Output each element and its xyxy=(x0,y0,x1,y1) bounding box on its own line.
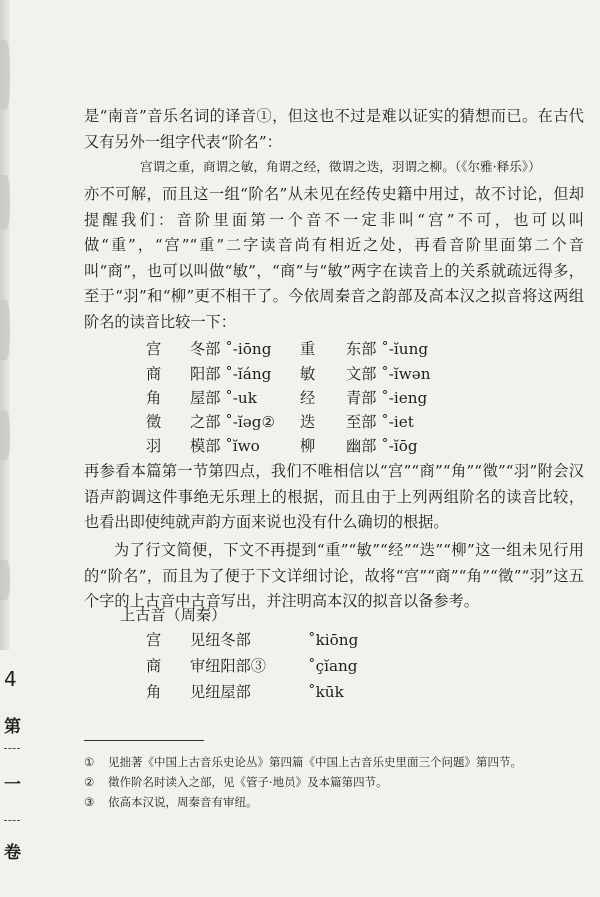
comparison-row xyxy=(0,434,600,458)
footnote-text: 见拙著《中国上古音乐史论丛》第四篇《中国上古音乐史里面三个问题》第四节。 xyxy=(108,755,522,769)
footnote xyxy=(84,752,600,772)
initial-rhyme: 见纽屋部 xyxy=(190,683,251,701)
scale-char: 角 xyxy=(146,683,162,701)
footnote-text: 徵作阶名时读入之部，见《管子·地员》及本篇第四节。 xyxy=(108,775,388,789)
scale-char: 商 xyxy=(146,657,162,675)
rhyme-sound: 至部 ˚-iet xyxy=(346,413,414,431)
volume-label-char: 一 xyxy=(4,775,21,795)
scale-char: 商 xyxy=(146,365,162,383)
alt-char: 经 xyxy=(300,389,316,407)
alt-char: 敏 xyxy=(300,365,316,383)
footnote-mark: ① xyxy=(84,755,95,769)
scale-char: 宫 xyxy=(146,340,162,358)
ancient-row xyxy=(0,680,600,704)
footnote-text: 依高本汉说，周秦音有审纽。 xyxy=(108,795,258,809)
rhyme-sound: 之部 ˚-ĭəg② xyxy=(190,413,276,431)
scale-char: 羽 xyxy=(146,437,162,455)
scale-char: 角 xyxy=(146,389,162,407)
edge-stain xyxy=(0,175,10,230)
ancient-row xyxy=(0,628,600,652)
rhyme-sound: 幽部 ˚-ĭōg xyxy=(346,437,418,455)
rhyme-sound: 东部 ˚-ĭung xyxy=(346,340,429,358)
side-divider xyxy=(4,748,20,749)
paragraph-2: 亦不可解，而且这一组“阶名”从未见在经传史籍中用过，故不讨论，但却提醒我们：音阶里面第一个音不一定非叫“宫”不可，也可以叫做“重”，“宫”“重”二字读音尚有相近之处，再看音阶里面第二个音叫“商”，也可以叫做“敏”，“商”与“敏”两字在读音上的关系就疏远得多，至于“羽”和“柳”更不相干了。今依周秦音之韵部及高本汉之拟音将这两组阶名的读音比较一下： xyxy=(84,185,584,331)
rhyme-sound: 文部 ˚-ĭwən xyxy=(346,365,431,383)
period-label: 上古音（周秦） xyxy=(120,606,227,624)
reconstruction: ˚kiōng xyxy=(308,631,359,649)
footnote-mark: ③ xyxy=(84,795,95,809)
ancient-row xyxy=(0,654,600,678)
alt-char: 柳 xyxy=(300,437,316,455)
alt-char: 迭 xyxy=(300,413,316,431)
paragraph-1: 是“南音”音乐名词的译音①，但这也不过是难以证实的猜想而已。在古代又有另外一组字代表“阶名”： xyxy=(84,107,584,151)
comparison-row xyxy=(0,410,600,434)
scale-char: 宫 xyxy=(146,631,162,649)
side-divider xyxy=(4,820,20,821)
volume-label-char: 第 xyxy=(4,717,21,737)
rhyme-sound: 冬部 ˚-iōng xyxy=(190,340,272,358)
paragraph-3: 再参看本篇第一节第四点，我们不唯相信以“宫”“商”“角”“徵”“羽”附会汉语声韵调这件事绝无乐理上的根据，而且由于上列两组阶名的读音比较，也看出即使纯就声韵方面来说也没有什么确切的根据。 xyxy=(84,462,584,531)
volume-label-char: 卷 xyxy=(4,843,21,863)
edge-stain xyxy=(0,40,10,110)
rhyme-sound: 屋部 ˚-uk xyxy=(190,389,257,407)
comparison-row xyxy=(0,337,600,361)
initial-rhyme: 审纽阳部③ xyxy=(190,657,266,675)
erya-quote: 宫谓之重，商谓之敏，角谓之经，徵谓之迭，羽谓之柳。（《尔雅·释乐》） xyxy=(140,159,541,174)
reconstruction: ˚çĭang xyxy=(308,657,358,675)
rhyme-sound: 模部 ˚ĭwo xyxy=(190,437,260,455)
reconstruction: ˚kūk xyxy=(308,683,344,701)
footnote xyxy=(84,792,600,812)
edge-stain xyxy=(0,560,10,600)
initial-rhyme: 见纽冬部 xyxy=(190,631,251,649)
rhyme-sound: 阳部 ˚-ĭáng xyxy=(190,365,272,383)
paragraph-4: 为了行文简便，下文不再提到“重”“敏”“经”“迭”“柳”这一组未见行用的“阶名”，而且为了便于下文详细讨论，故将“宫”“商”“角”“徵”“羽”这五个字的上古音中古音写出，并注明高本汉的拟音以备参考。 xyxy=(84,541,584,610)
comparison-row xyxy=(0,362,600,386)
footnote-mark: ② xyxy=(84,775,95,789)
scale-char: 徵 xyxy=(146,413,162,431)
rhyme-sound: 青部 ˚-ieng xyxy=(346,389,428,407)
footnote xyxy=(84,772,600,792)
footnote-divider xyxy=(84,740,204,741)
comparison-row xyxy=(0,386,600,410)
page-number: 4 xyxy=(4,667,17,691)
alt-char: 重 xyxy=(300,340,316,358)
